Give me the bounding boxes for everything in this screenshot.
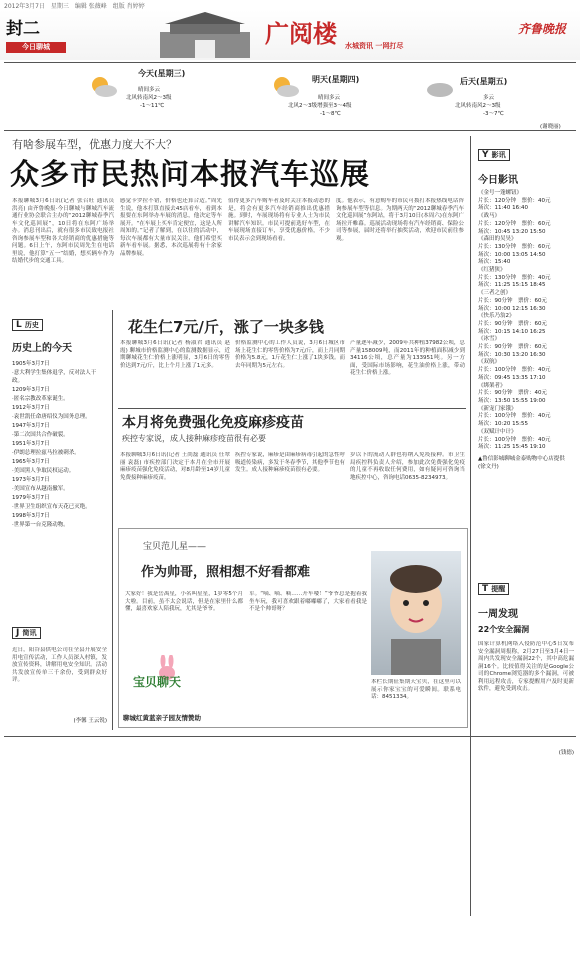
measles-body-col2: 疾控专家说，麻疹是由麻疹病毒引起的急性呼吸道传染病，多发于冬春季节，其他季节也有发生。成人接种麻疹疫苗很有必要。 <box>235 452 345 473</box>
movie-line: 片长：100分钟 票价：40元 <box>478 413 551 420</box>
history-item: ·伊朗总理拉兹马拉被刺杀。 <box>12 450 80 456</box>
history-item: ·意大利学生集体退学，反对法人干政。 <box>12 370 97 384</box>
weather-credit: (谢晓丽) <box>540 124 561 130</box>
movie-line: 场次：11:25 15:45 19:10 <box>478 444 546 451</box>
history-item: 1965年3月7日 <box>12 459 50 465</box>
movie-line: 《三者之创》 <box>478 290 512 297</box>
movie-line: 片长：90分钟 票价：40元 <box>478 390 547 397</box>
tips-credit: (钱德) <box>558 750 574 756</box>
movie-line: 场次：11:25 15:15 18:45 <box>478 282 546 289</box>
history-item: 1998年3月7日 <box>12 513 50 519</box>
history-item: 1209年3月7日 <box>12 387 50 393</box>
movie-line: 片长：120分钟 票价：60元 <box>478 220 551 227</box>
baby-feature-box <box>118 528 468 728</box>
weather-wind: 北风转南风2～3级 <box>455 103 501 109</box>
history-item: 1979年3月7日 <box>12 495 50 501</box>
page-label: 封二 <box>6 19 40 39</box>
movie-line: 《森田的吴昊》 <box>478 236 517 243</box>
right-column-divider <box>470 136 471 916</box>
baby-sponsor: 聊城红黄蓝亲子园友情赞助 <box>123 714 201 722</box>
sun-cloud-icon <box>88 74 118 98</box>
column-title: 广阅楼 <box>265 19 337 48</box>
measles-headline: 本月将免费强化免疫麻疹疫苗 <box>122 415 304 431</box>
weather-day-label: 后天(星期五) <box>460 77 508 86</box>
lead-body-col4: 度。他表示，有意购车的市民可拨打本报热线电话咨询参展车型等信息。为期两天的“2012聊城春季汽车文化巡回展”东阿站，将于3月10日(本周六)在东阿广场拉开帷幕。巡展活动现场将有汽车经销商、保险公司等参展，届时还将举行抽奖活动，欢迎市民前往参观。 <box>336 198 464 242</box>
movies-label-box <box>478 149 510 161</box>
lead-body-col3: 值得更多汽车购车者及时关注本报动态的是，将会有更多汽车经销商推出优惠措施。到时，车展现场将有专业人士为市民讲解汽车知识。市民可提前选好车型，在车展现场直接订车，享受优惠价格，不少市民表示会到现场看看。 <box>228 198 330 242</box>
lead-body-col2: 感觉卡罗拉不错，价格也还算合适。”周先生说，他本打算直接去45店看车，看到本报要在东阿举办车展的消息，他决定等车展开。“在车展上买车肯定便宜，这是人所周知的。”记者了解到，在以往的活动中，每次车展都有大量市民关注，他们希望买新车看车展。据悉，本次巡展将有十余家品牌参展。 <box>120 198 222 257</box>
peanut-body-col1: 本报聊城3月6日讯(记者 杨淑君 通讯员 赵霞) 聊城市价格监测中心的监测数据显示，近期聊城花生仁价格上涨明显，3月6日的零售价达到7元/斤，比上个月上涨了1元多。 <box>120 340 230 369</box>
weather-day-label: 明天(星期四) <box>312 75 360 84</box>
sun-cloud-icon <box>270 74 300 98</box>
date-line: 2012年3月7日 星期三 编辑 张薇峰 组版 肖婷婷 <box>4 3 145 10</box>
movie-line: 场次：10:30 13:20 16:30 <box>478 351 546 358</box>
tips-headline: 22个安全漏洞 <box>478 625 530 634</box>
weather-wind: 北风转南风2～3级 <box>126 95 172 101</box>
movie-line: 片长：130分钟 票价：40元 <box>478 274 551 281</box>
history-item: ·世界卫生组织宣布天花已灭绝。 <box>12 504 91 510</box>
tips-letter: T <box>482 584 489 594</box>
cloud-icon <box>425 76 455 100</box>
movies-label: 影讯 <box>491 151 506 159</box>
weather-condition: 晴间多云 <box>318 95 341 101</box>
history-label-box <box>12 319 43 331</box>
history-item: ·第二次国共合作破裂。 <box>12 432 69 438</box>
history-letter: L <box>16 320 22 330</box>
movie-line: 《双航》 <box>478 359 501 366</box>
movie-line: 场次：09:45 13:35 17:10 <box>478 374 546 381</box>
movie-line: 片长：90分钟 票价：60元 <box>478 320 547 327</box>
movie-line: 场次：10:00 12:15 16:30 <box>478 305 546 312</box>
tips-label: 提醒 <box>491 585 506 593</box>
movie-line: 场次：10:20 15:55 <box>478 421 528 428</box>
movies-title: 今日影讯 <box>478 175 518 186</box>
movie-line: 片长：100分钟 票价：40元 <box>478 436 551 443</box>
history-item: 1905年3月7日 <box>12 361 50 367</box>
lead-body-col1: 本报聊城3月6日讯(记者 张召旺 通讯员 洪亮) 由齐鲁晚报·今日聊城与聊城汽车流通行业协会联合主办的“2012聊城春季汽车文化巡回展”，10日将在东阿广场举办。消息刊出后，就有很多市民致电报社咨询参展车型和各大经销商的优惠措施等问题。6日上午，东阿市民周先生在电话里说，他打算“五一”结婚，想买辆车作为结婚代步的交通工具。 <box>12 198 114 264</box>
baby-body-col1: 大家好！我是岳禹星，小名叫星星，1岁零5个月大啦。目前，虽不太会说话，但是在家里什么都懂，最喜欢家人陪我玩，尤其是爷爷。 <box>125 591 243 612</box>
brief-label-box <box>12 627 41 639</box>
baby-body-col2: 军。“嘀、嘀、嘀……开车喽！”爷爷总是抱着我坐车玩，我可喜欢跟着嘟嘟嘟了，大家看看我是不是个帅哥呀？ <box>249 591 367 612</box>
history-item: ·世界第一台克隆动物。 <box>12 522 69 528</box>
sponsor-logo <box>129 655 209 695</box>
movie-line: 《战马》 <box>478 213 501 220</box>
movies-source: ▲鲁信影城聊城金泰购物中心店提供 (徐文丹) <box>478 455 571 470</box>
history-item: 1912年3月7日 <box>12 405 50 411</box>
movie-line: 《金号一蓬螺钮》 <box>478 190 523 196</box>
left-column-divider <box>112 310 113 730</box>
history-item: 1973年3月7日 <box>12 477 50 483</box>
measles-body-col1: 本报聊城3月6日讯(记者 王尚磊 通讯员 任翠丽 袁磊) 市疾控部门决定于本月在全市开展麻疹疫苗强化免疫活动，对8月龄至14岁儿童免费接种麻疹疫苗。 <box>120 452 230 481</box>
weather-day-after <box>425 66 575 120</box>
weather-temp: -3～7℃ <box>483 111 504 117</box>
tips-section <box>478 576 574 757</box>
history-item: ·匿名宗教改革家诞生。 <box>12 396 69 402</box>
measles-body-col3: 岁以下的流动人群也将纳入免疫接种。市卫生局疾控科负责人介绍，参加此次免费强化免疫的儿童不再收取任何费用，如有疑问可咨询当地疾控中心，咨询电话0635-8234973。 <box>350 452 465 481</box>
movie-line: 场次：13:50 15:55 19:00 <box>478 397 546 404</box>
movies-section <box>478 142 574 471</box>
banner <box>0 10 580 60</box>
lead-kicker: 有啥参展车型，优惠力度大不大？ <box>12 138 177 151</box>
movie-line: 场次：15:40 <box>478 259 511 266</box>
movie-line: 片长：90分钟 票价：60元 <box>478 297 547 304</box>
movie-line: 场次：10:15 14:10 16:25 <box>478 328 546 335</box>
tips-label-box <box>478 583 509 595</box>
tower-illustration <box>150 10 260 58</box>
history-item: ·袁世凯任命唐绍仪为国务总理。 <box>12 414 91 420</box>
movie-line: 《绑架者》 <box>478 382 506 389</box>
brief-letter: J <box>16 628 20 638</box>
movie-line: 片长：120分钟 票价：40元 <box>478 197 551 204</box>
movie-line: 片长：100分钟 票价：40元 <box>478 367 551 374</box>
movies-letter: Y <box>482 150 489 160</box>
movie-line: 《双赋计中计》 <box>478 428 517 435</box>
weather-rule <box>4 130 576 131</box>
history-label: 历史 <box>24 321 39 329</box>
measles-subhead: 疾控专家说，成人接种麻疹疫苗很有必要 <box>122 434 266 443</box>
section-tag: 今日聊城 <box>6 42 66 53</box>
movie-line: 场次：10:00 13:05 14:50 <box>478 251 546 258</box>
tips-title: 一周发现 <box>478 609 518 620</box>
movie-line: 《冰雪》 <box>478 336 501 343</box>
baby-headline: 作为帅哥，照相想不好看都难 <box>141 565 311 580</box>
brief-label: 简讯 <box>22 629 37 637</box>
lead-headline: 众多市民热问本报汽车巡展 <box>10 157 371 191</box>
weather-wind: 北风2～3级增强至3～4级 <box>288 103 352 109</box>
weather-condition: 多云 <box>483 95 495 101</box>
history-title: 历史上的今天 <box>12 343 72 354</box>
peanut-rule <box>118 408 466 409</box>
weather-day-today <box>88 66 228 120</box>
column-subtitle: 水城资讯 一网打尽 <box>345 42 404 50</box>
peanut-body-col3: 产量逐年减少，2009年共种植37982公顷，总产量158009吨，而2011年的种植面积减少到34116公顷，总产量为133951吨。另一方面，受国际市场影响，花生油价格上涨，带动花生仁价格上涨。 <box>350 340 465 376</box>
history-item: ·美国宣布从越南撤军。 <box>12 486 69 492</box>
brand-logo: 齐鲁晚报 <box>518 22 567 36</box>
weather-day-label: 今天(星期三) <box>138 69 186 78</box>
baby-series: 宝贝范儿星—— <box>143 542 207 552</box>
tips-body: 国家计算机网络入侵防范中心5日发布安全漏洞周报称，2月27日至3月4日一周内共发现安全漏洞22个，其中高危漏洞16个。比较值得关注的是Google公司的Chrome浏览器的多个漏洞，可被利用远程攻击，专家提醒用户及时更新软件，避免受到攻击。 <box>478 641 574 692</box>
weather-strip <box>0 66 580 130</box>
movie-line: 《新宠门家饿》 <box>478 405 517 412</box>
peanut-headline: 花生仁7元/斤，涨了一块多钱 <box>128 318 324 336</box>
weather-day-tomorrow <box>270 66 420 120</box>
weather-condition: 晴间多云 <box>138 87 161 93</box>
sponsor-logo-text: 宝贝聊天 <box>133 675 182 689</box>
peanut-body-col2: 价格监测中心的工作人员说，3月6日城区市场上花生仁的零售价格为7元/斤，而上月同期价格为5.8元，1斤花生仁上涨了1块多钱。而去年同期为5元左右。 <box>235 340 345 369</box>
bottom-rule <box>4 736 576 737</box>
history-section <box>12 312 107 530</box>
movie-line: 《红猪狭》 <box>478 267 506 274</box>
baby-photo-illustration <box>371 551 461 675</box>
weather-temp: -1～11℃ <box>140 103 165 109</box>
history-item: 1947年3月7日 <box>12 423 50 429</box>
weather-temp: -1～8℃ <box>320 111 341 117</box>
baby-caption: 本栏长期征集期天宝贝，在这里可以展示你家宝宝的可爱瞬间。联系电话：8451334。 <box>371 679 461 700</box>
movies-list <box>478 190 574 452</box>
top-rule <box>4 62 576 63</box>
movie-line: 片长：90分钟 票价：60元 <box>478 344 547 351</box>
movie-line: 场次：11:40 16:40 <box>478 205 528 212</box>
history-item: 1951年3月7日 <box>12 441 50 447</box>
movie-line: 《快乐乃翁2》 <box>478 313 515 320</box>
brief-credit: (李馨 王云锐) <box>73 718 107 724</box>
brief-body: 近日，阳谷县供电公司在全县开展安全用电宣传活动，工作人员深入村镇，发放宣传资料，讲解用电安全知识。活动共发放宣传单三千余份，受到群众好评。 <box>12 647 107 683</box>
baby-photo <box>371 551 461 675</box>
movie-line: 片长：130分钟 票价：60元 <box>478 243 551 250</box>
history-item: ·美国黑人争取民权运动。 <box>12 468 75 474</box>
brief-section <box>12 620 107 725</box>
history-list <box>12 360 107 529</box>
movie-line: 场次：10:45 13:20 15:50 <box>478 228 546 235</box>
